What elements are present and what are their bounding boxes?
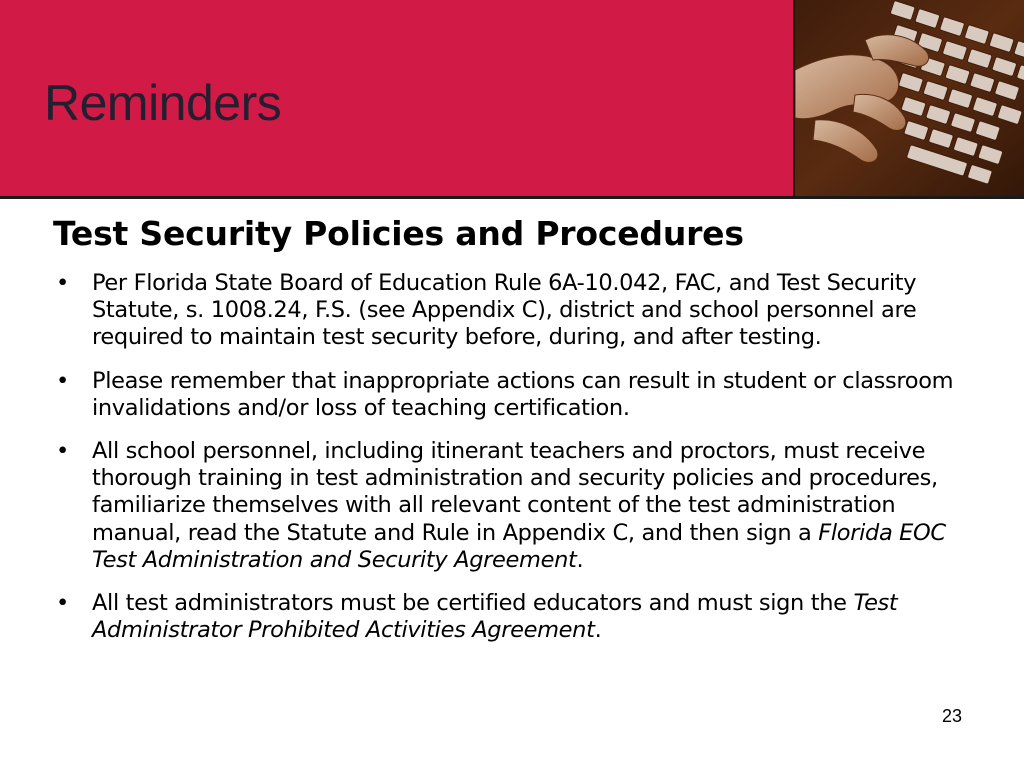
bullet-text-part: . [594, 617, 602, 644]
agreement-title: Test Administrator Prohibited Activities Agreement [92, 590, 898, 644]
bullet-item [56, 590, 986, 644]
bullet-text-part: All school personnel, including itinerant teachers and proctors, must receive thorough training in test administration and security policies and procedures, familiarize themselves with all relevant content of the test administration manual, read the Statute and Rule in Appendix C, and then sign a [92, 438, 938, 546]
agreement-title: Florida EOC Test Administration and Security Agreement [92, 519, 946, 573]
slide-title: Reminders [44, 75, 282, 131]
bullet-text: Per Florida State Board of Education Rule 6A-10.042, FAC, and Test Security Statute, s. 1008.24, F.S. (see Appendix C), district and school personnel are required to maintain test security before, during, and after testing. [92, 270, 917, 351]
bullet-text-part: All test administrators must be certified educators and must sign the [92, 590, 854, 617]
bullet-list [56, 270, 986, 660]
keyboard-typing-photo [793, 0, 1024, 196]
bullet-item [56, 368, 986, 422]
bullet-text [92, 438, 946, 573]
bullet-text [92, 590, 897, 643]
section-heading: Test Security Policies and Procedures [53, 214, 744, 253]
header-divider [0, 196, 1024, 199]
bullet-marker: • [56, 367, 69, 394]
bullet-marker: • [56, 270, 69, 296]
bullet-item [56, 438, 986, 574]
bullet-marker: • [56, 590, 69, 617]
bullet-item [56, 270, 986, 352]
bullet-text: Please remember that inappropriate actions can result in student or classroom invalidations and/or loss of teaching certification. [92, 367, 954, 421]
bullet-marker: • [56, 438, 69, 465]
page-number: 23 [941, 706, 962, 726]
bullet-text-part: . [576, 546, 584, 573]
